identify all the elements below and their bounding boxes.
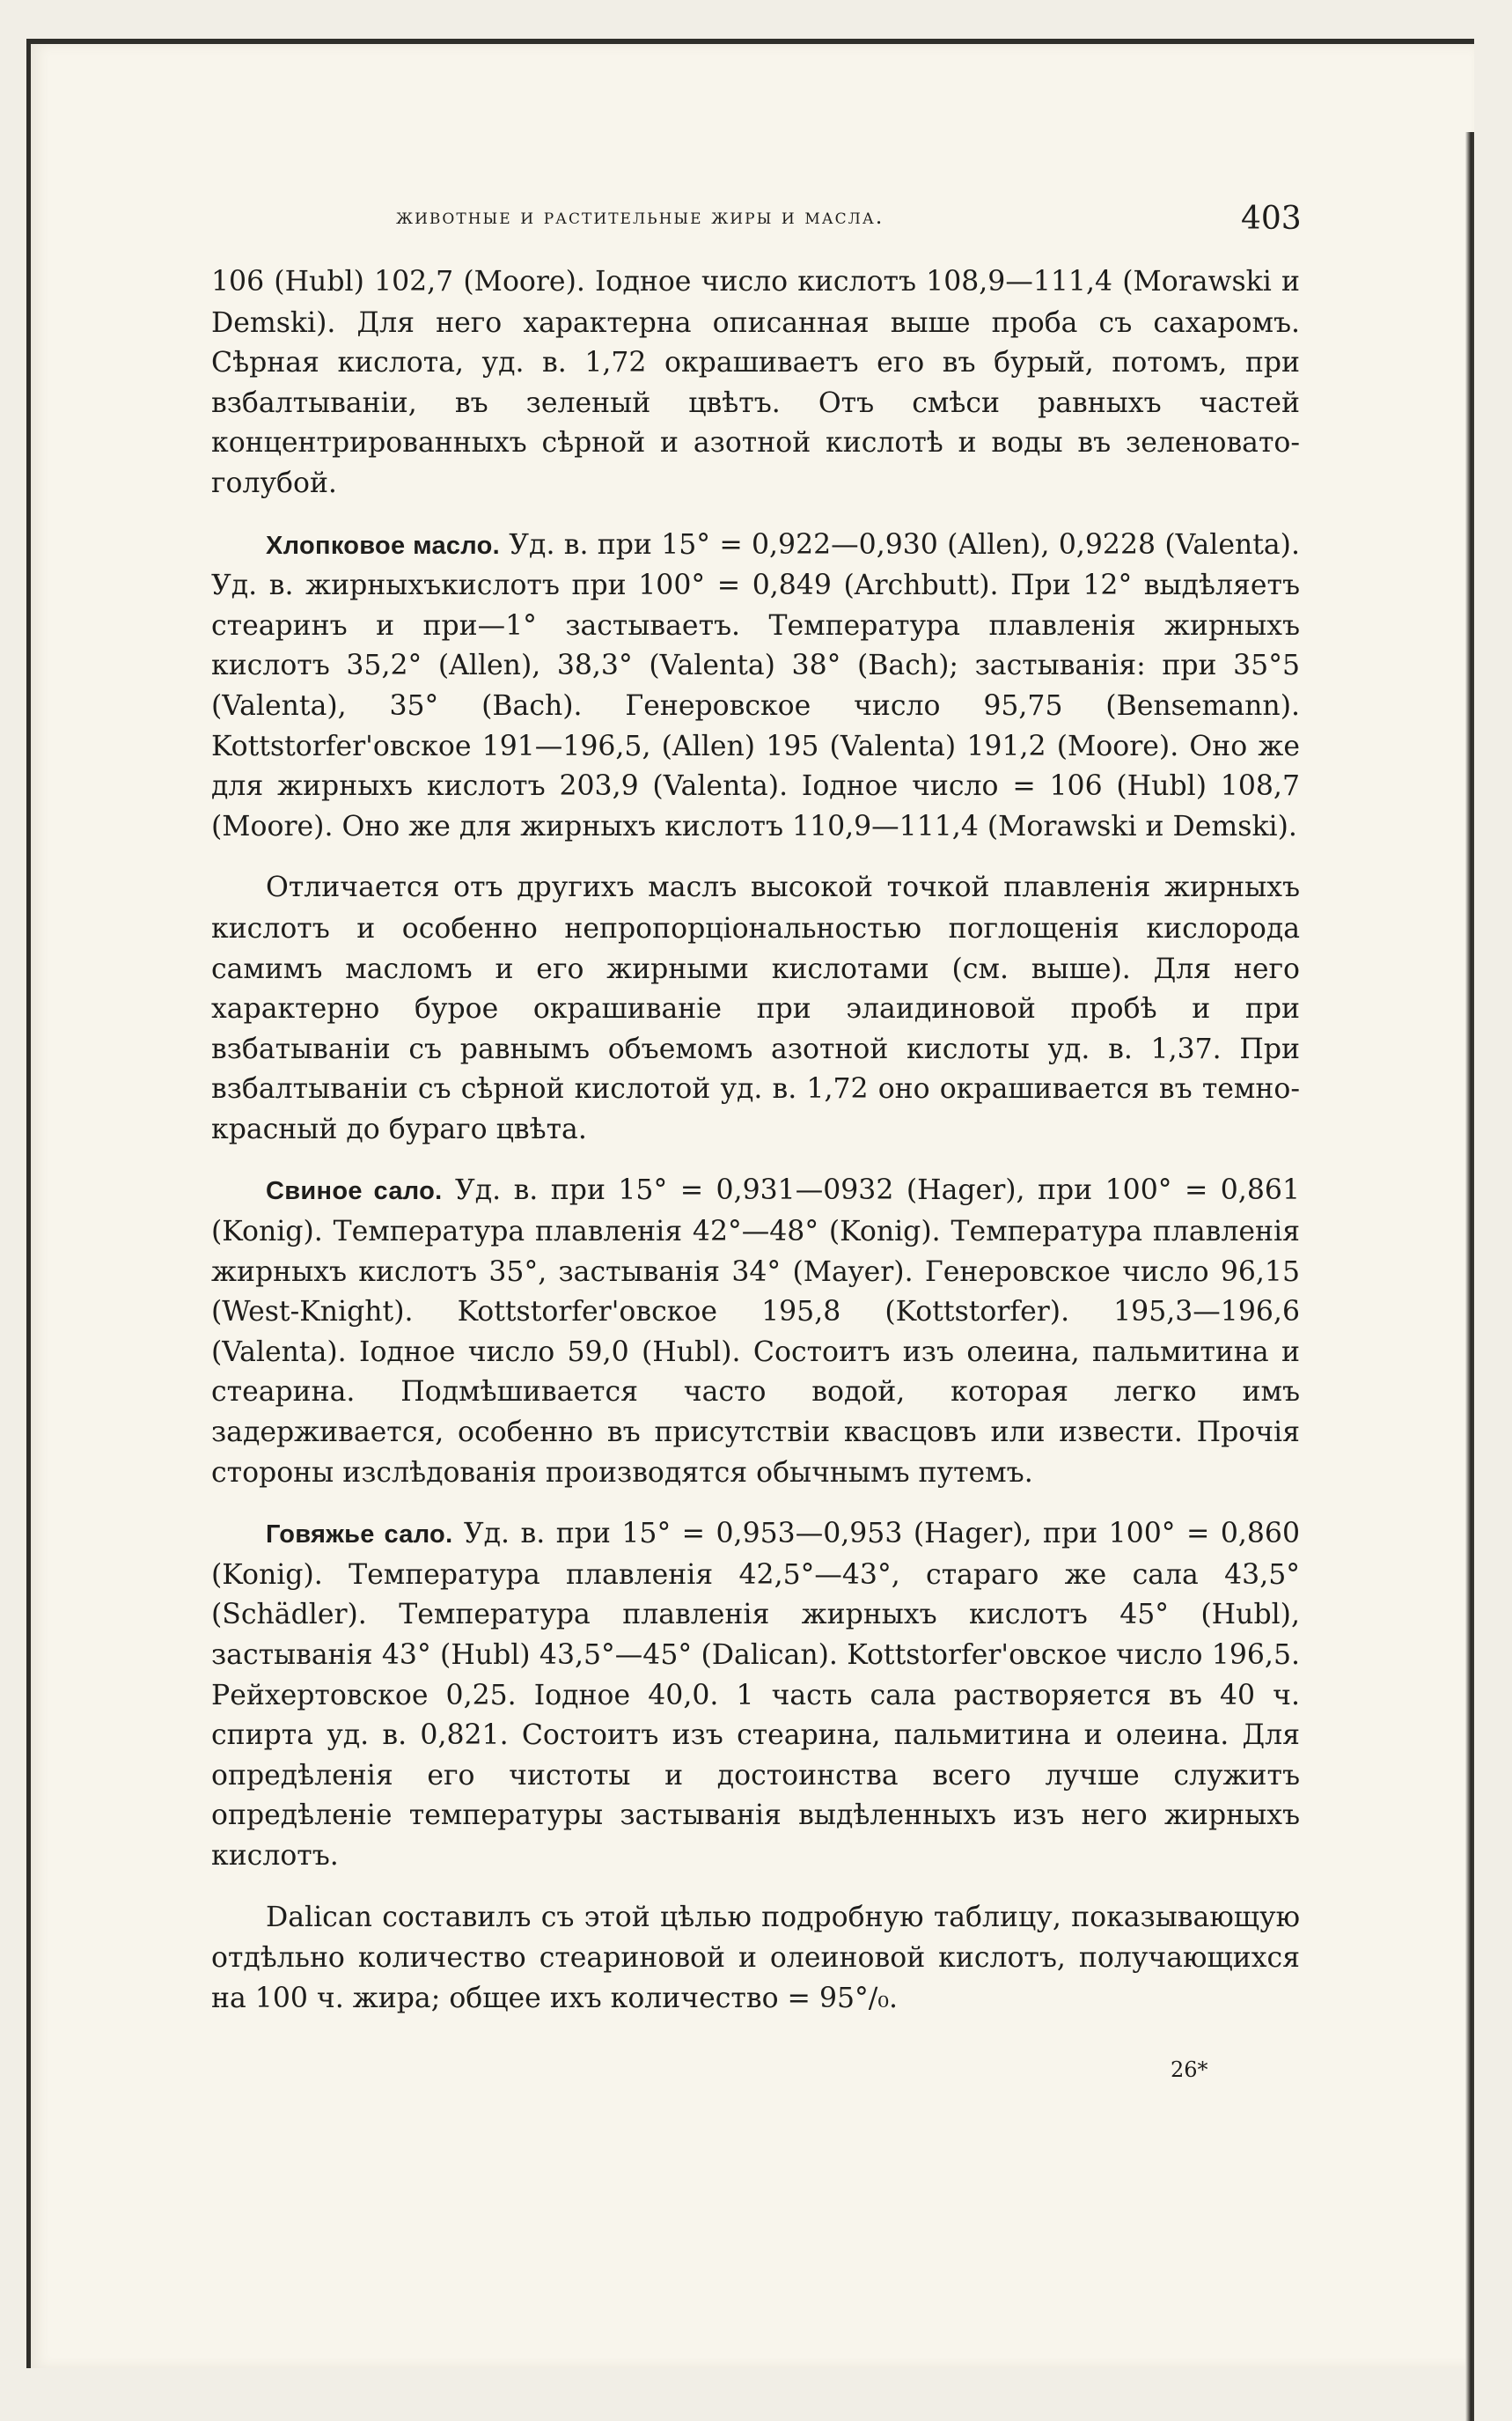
paragraph-1 [211,262,1300,504]
paragraph-text: Уд. в. при 15° = 0,922—0,930 (Allen), 0,9228 (Valenta). Уд. в. жирныхъкислотъ при 100° = 0,849 (Archbutt). При 12° выдѣляетъ стеаринъ и при—1° застываетъ. Температура плавленія жирныхъ кислотъ 35,2° (Allen), 38,3° (Valenta) 38° (Bach); застыванія: при 35°5 (Valenta), 35° (Bach). Генеровское число 95,75 (Bensemann). Kottstorfer'овское 191—196,5, (Allen) 195 (Valenta) 191,2 (Moore). Оно же для жирныхъ кислотъ 203,9 (Valenta). Іодное число = 106 (Hubl) 108,7 (Moore). Оно же для жирныхъ кислотъ 110,9—111,4 (Morawski и Demski). [211,528,1300,843]
paragraph-lead: Говяжье сало. [266,1520,453,1549]
running-title: животные и растительные жиры и масла. [396,204,884,229]
paragraph-5 [211,1514,1300,1876]
paragraph-lead: Свиное сало. [266,1177,443,1206]
paragraph-text: Уд. в. при 15° = 0,931—0932 (Hager), при 100° = 0,861 (Konig). Температура плавленія 42°—48° (Konig). Температура плавленія жирныхъ кислотъ 35°, застыванія 34° (Mayer). Генеровское число 96,15 (West-Knight). Kottstorfer'овское 195,8 (Kottstorfer). 195,3—196,6 (Valenta). Іодное число 59,0 (Hubl). Состоитъ изъ олеина, пальмитина и стеарина. Подмѣшивается часто водой, которая легко имъ задерживается, особенно въ присутствіи квасцовъ или извести. Прочія стороны изслѣдованія производятся обычнымъ путемъ. [211,1174,1300,1489]
paragraph-text: 106 (Hubl) 102,7 (Moore). Іодное число кислотъ 108,9—111,4 (Morawski и Demski). Для него характерна описанная выше проба съ сахаромъ. Сѣрная кислота, уд. в. 1,72 окрашиваетъ его въ бурый, потомъ, при взбалтываніи, въ зеленый цвѣтъ. Отъ смѣси равныхъ частей концентрированныхъ сѣрной и азотной кислотѣ и воды въ зеленовато-голубой. [211,266,1300,499]
paragraph-3 [211,868,1300,1150]
paragraph-4 [211,1171,1300,1493]
paragraph-lead: Хлопковое масло. [266,531,501,560]
page-number: 403 [1241,201,1302,237]
signature-mark: 26* [1171,2057,1208,2082]
body-text [211,262,1300,2040]
page-edge-shadow [1465,132,1474,2421]
paragraph-text: Отличается отъ другихъ маслъ высокой точкой плавленія жирныхъ кислотъ и особенно непропорціональностью поглощенія кислорода самимъ масломъ и его жирными кислотами (см. выше). Для него характерно бурое окрашиваніе при элаидиновой пробѣ и при взбатываніи съ равнымъ объемомъ азотной кислоты уд. в. 1,37. При взбалтываніи съ сѣрной кислотой уд. в. 1,72 оно окрашивается въ темно-красный до бураго цвѣта. [211,872,1300,1145]
paragraph-6 [211,1898,1300,2020]
paragraph-2 [211,526,1300,848]
paragraph-text: Dalican составилъ съ этой цѣлью подробную таблицу, показывающую отдѣльно количество стеариновой и олеиновой кислотъ, получающихся на 100 ч. жира; общее ихъ количество = 95°/₀. [211,1901,1300,2014]
paragraph-text: Уд. в. при 15° = 0,953—0,953 (Hager), при 100° = 0,860 (Konig). Температура плавленія 42,5°—43°, стараго же сала 43,5° (Schädler). Температура плавленія жирныхъ кислотъ 45° (Hubl), застыванія 43° (Hubl) 43,5°—45° (Dalican). Kottstorfer'овское число 196,5. Рейхертовское 0,25. Іодное 40,0. 1 часть сала растворяется въ 40 ч. спирта уд. в. 0,821. Состоитъ изъ стеарина, пальмитина и олеина. Для опредѣленія его чистоты и достоинства всего лучше служитъ опредѣленіе температуры застыванія выдѣленныхъ изъ него жирныхъ кислотъ. [211,1518,1300,1872]
